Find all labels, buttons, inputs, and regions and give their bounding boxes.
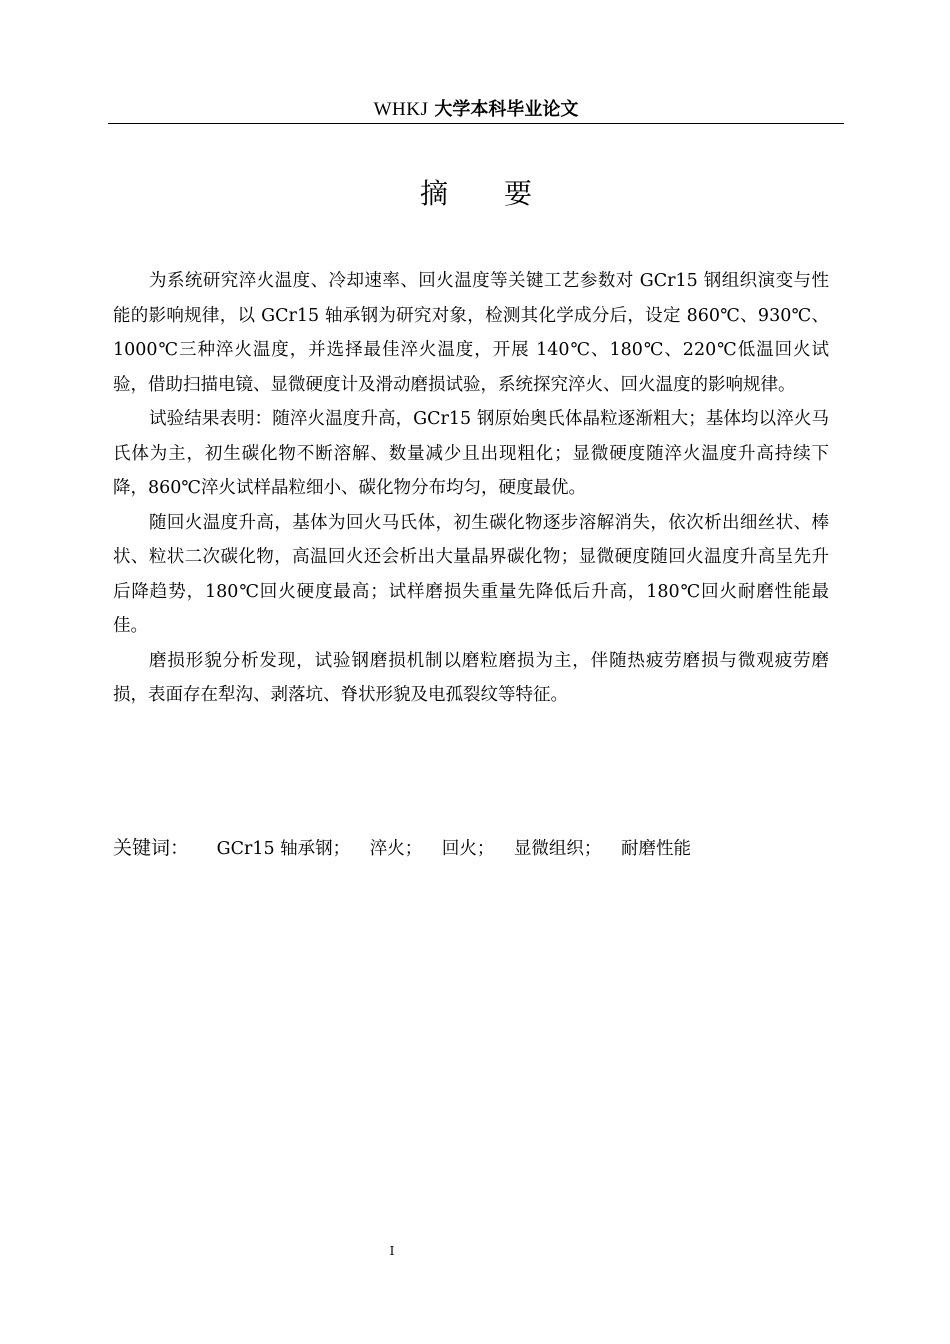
keyword-item: 回火；: [441, 839, 495, 859]
header-school: 大学本科毕业论文: [434, 99, 579, 120]
abstract-paragraph: 随回火温度升高，基体为回火马氏体，初生碳化物逐步溶解消失，依次析出细丝状、棒状、粒状二次碳化物，高温回火还会析出大量晶界碳化物；显微硬度随回火温度升高呈先升后降趋势，180℃回火硬度最高；试样磨损失重量先降低后升高，180℃回火耐磨性能最佳。: [113, 512, 829, 636]
abstract-paragraph: 磨损形貌分析发现，试验钢磨损机制以磨粒磨损为主，伴随热疲劳磨损与微观疲劳磨损，表面存在犁沟、剥落坑、脊状形貌及电孤裂纹等特征。: [113, 650, 829, 705]
keyword-item: 显微组织；: [513, 839, 602, 859]
header-code: WHKJ: [373, 99, 429, 120]
abstract-paragraph: 为系统研究淬火温度、冷却速率、回火温度等关键工艺参数对 GCr15 钢组织演变与性能的影响规律，以 GCr15 轴承钢为研究对象，检测其化学成分后，设定 860℃、930℃、1000℃三种淬火温度，并选择最佳淬火温度，开展 140℃、180℃、220℃低温回火试验，借助扫描电镜、显微硬度计及滑动磨损试验，系统探究淬火、回火温度的影响规律。: [113, 271, 829, 395]
keyword-item: 淬火；: [369, 839, 423, 859]
abstract-paragraph: 试验结果表明：随淬火温度升高，GCr15 钢原始奥氏体晶粒逐渐粗大；基体均以淬火马氏体为主，初生碳化物不断溶解、数量减少且出现粗化；显微硬度随淬火温度升高持续下降，860℃淬火试样晶粒细小、碳化物分布均匀，硬度最优。: [113, 409, 829, 498]
keyword-item: 耐磨性能: [620, 839, 691, 859]
keywords-line: [113, 832, 705, 865]
keyword-item: GCr15 轴承钢；: [216, 839, 351, 859]
page-number: I: [389, 1244, 395, 1258]
abstract-title: 摘要: [419, 177, 588, 210]
header-rule: [108, 123, 844, 124]
page-header: [108, 96, 844, 123]
keywords-label: 关键词：: [113, 837, 190, 859]
abstract-body: [113, 264, 829, 713]
